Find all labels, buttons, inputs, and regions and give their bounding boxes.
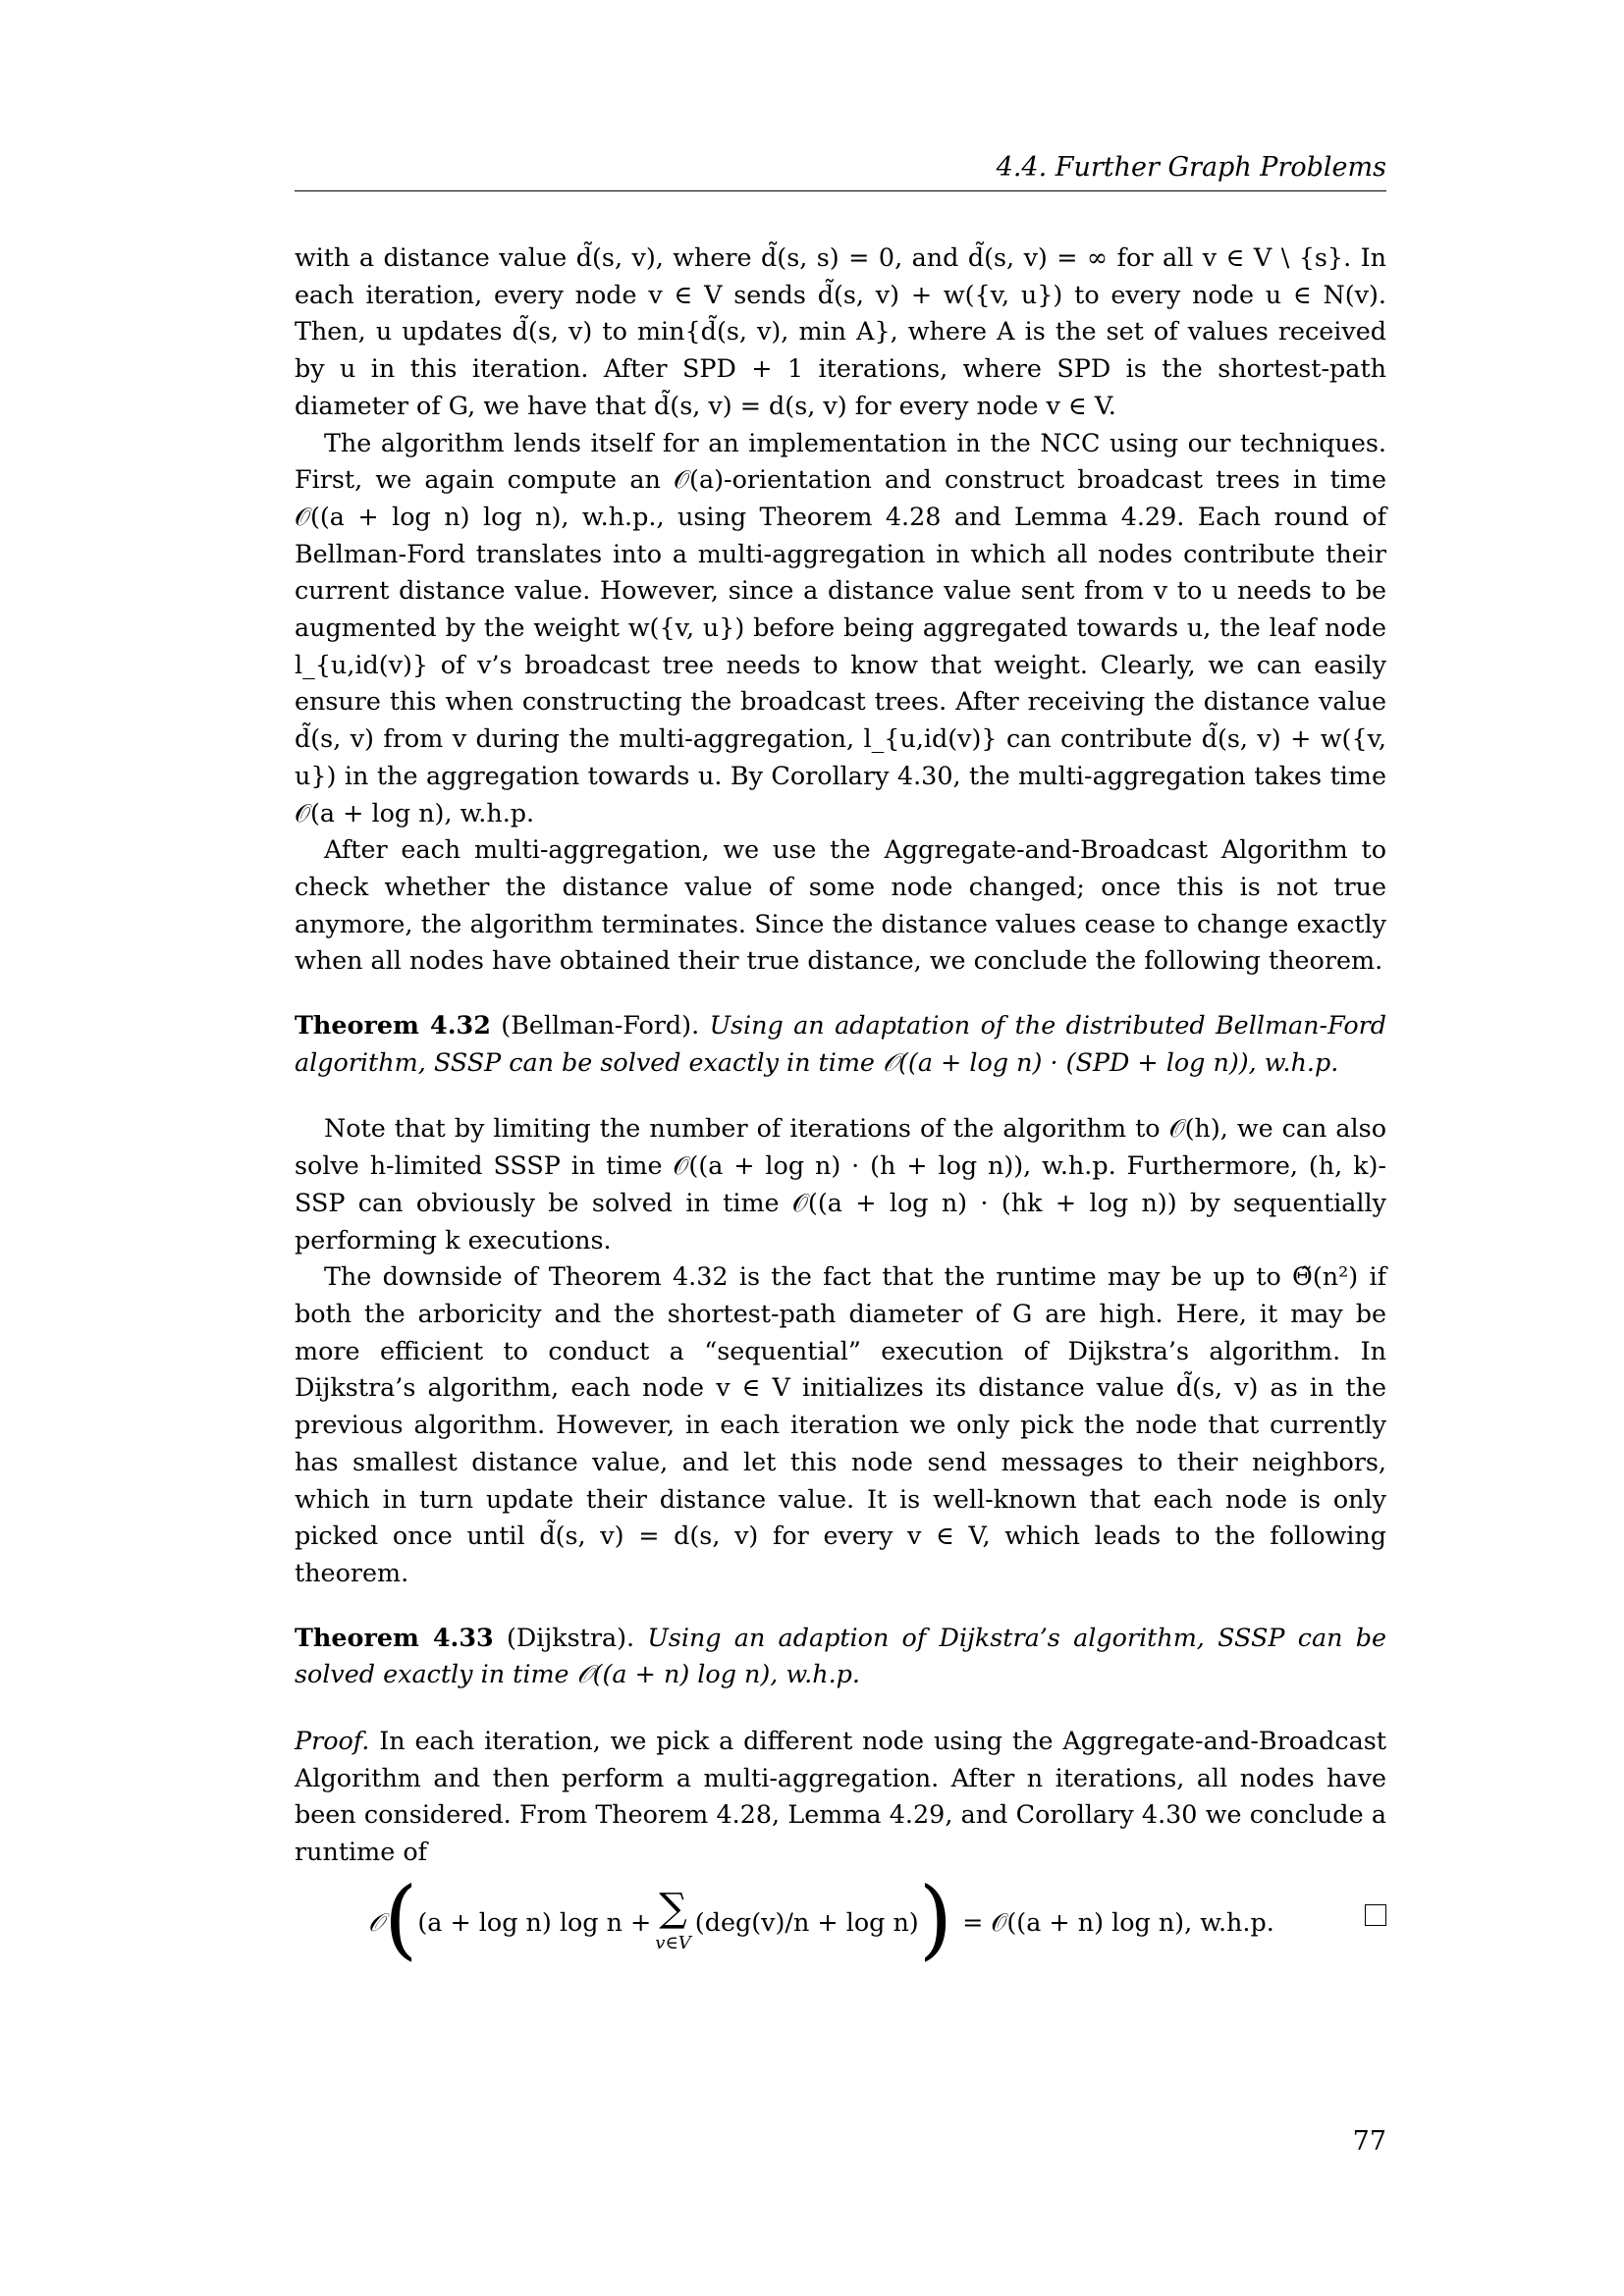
running-header — [295, 147, 1386, 191]
main-text — [295, 240, 1386, 1871]
qed-symbol — [1365, 1904, 1386, 1926]
display-equation — [295, 1868, 1386, 1981]
summation — [655, 1886, 691, 1953]
proof-text: In each iteration, we pick a different node using the Aggregate-and-Broadcast Algorithm and then perform a multi-aggregation. After n iterations, all nodes have been considered. From Theorem 4.28, Lemma 4.29, and Corollary 4.30 we conclude a runtime of — [295, 1726, 1386, 1867]
right-big-paren: ) — [918, 1868, 953, 1969]
theorem-statement: Using an adaption of Dijkstra’s algorithm, SSSP can be solved exactly in time 𝒪((a + n) log n), w.h.p. — [295, 1622, 1386, 1689]
theorem-name: (Dijkstra). — [506, 1622, 635, 1652]
paragraph-1: with a distance value d̃(s, v), where d̃(s, s) = 0, and d̃(s, v) = ∞ for all v ∈ V \ {s}. In each iteration, every node v ∈ V sends d̃(s, v) + w({v, u}) to every node u ∈ N(v). Then, u updates d̃(s, v) to min{d̃(s, v), min A}, where A is the set of values received by u in this iteration. After SPD + 1 iterations, where SPD is the shortest-path diameter of G, we have that d̃(s, v) = d(s, v) for every node v ∈ V. — [295, 242, 1386, 420]
page-number: 77 — [1352, 2126, 1386, 2157]
theorem-name: (Bellman-Ford). — [501, 1010, 700, 1041]
equation-rhs: = 𝒪((a + n) log n), w.h.p. — [962, 1907, 1274, 1937]
paragraph-2: The algorithm lends itself for an implementation in the NCC using our techniques. First, we again compute an 𝒪(a)-orientation and construct broadcast trees in time 𝒪((a + log n) log n), w.h.p., using Theorem 4.28 and Lemma 4.29. Each round of Bellman-Ford translates into a multi-aggregation in which all nodes contribute their current distance value. However, since a distance value sent from v to u needs to be augmented by the weight w({v, u}) before being aggregated towards u, the leaf node l_{u,id(v)} of v’s broadcast tree needs to know that weight. Clearly, we can easily ensure this when constructing the broadcast trees. After receiving the distance value d̃(s, v) from v during the multi-aggregation, l_{u,id(v)} can contribute d̃(s, v) + w({v, u}) in the aggregation towards u. By Corollary 4.30, the multi-aggregation takes time 𝒪(a + log n), w.h.p. — [295, 427, 1386, 828]
paragraph-3: After each multi-aggregation, we use the Aggregate-and-Broadcast Algorithm to check whether the distance value of some node changed; once this is not true anymore, the algorithm terminates. Since the distance values cease to change exactly when all nodes have obtained their true distance, we conclude the following theorem. — [295, 834, 1386, 976]
section-title: 4.4. Further Graph Problems — [996, 152, 1386, 183]
theorem-label: Theorem 4.32 — [295, 1010, 491, 1041]
left-big-paren: ( — [384, 1868, 418, 1969]
theorem-label: Theorem 4.33 — [295, 1622, 494, 1652]
big-o-operator: 𝒪 — [368, 1907, 384, 1937]
sum-symbol: ∑ — [659, 1886, 687, 1931]
theorem-4-32 — [295, 1007, 1386, 1081]
proof — [295, 1723, 1386, 1871]
paragraph-4: Note that by limiting the number of iterations of the algorithm to 𝒪(h), we can also solve h-limited SSSP in time 𝒪((a + log n) · (h + log n)), w.h.p. Furthermore, (h, k)-SSP can obviously be solved in time 𝒪((a + log n) · (hk + log n)) by sequentially performing k executions. — [295, 1113, 1386, 1255]
proof-label: Proof. — [295, 1726, 370, 1756]
equation-inner-left: (a + log n) log n + — [417, 1907, 652, 1937]
theorem-statement: Using an adaptation of the distributed Bellman-Ford algorithm, SSSP can be solved exactly in time 𝒪((a + log n) · (SPD + log n)), w.h.p. — [295, 1010, 1387, 1077]
sum-subscript: v∈V — [655, 1933, 691, 1953]
paragraph-5: The downside of Theorem 4.32 is the fact that the runtime may be up to Θ̃(n²) if both the arboricity and the shortest-path diameter of G are high. Here, it may be more efficient to conduct a “sequential” execution of Dijkstra’s algorithm. In Dijkstra’s algorithm, each node v ∈ V initializes its distance value d̃(s, v) as in the previous algorithm. However, in each iteration we only pick the node that currently has smallest distance value, and let this node send messages to their neighbors, which in turn update their distance value. It is well-known that each node is only picked once until d̃(s, v) = d(s, v) for every v ∈ V, which leads to the following theorem. — [295, 1261, 1386, 1587]
theorem-4-33 — [295, 1620, 1386, 1693]
equation-inner-right: (deg(v)/n + log n) — [694, 1907, 919, 1937]
